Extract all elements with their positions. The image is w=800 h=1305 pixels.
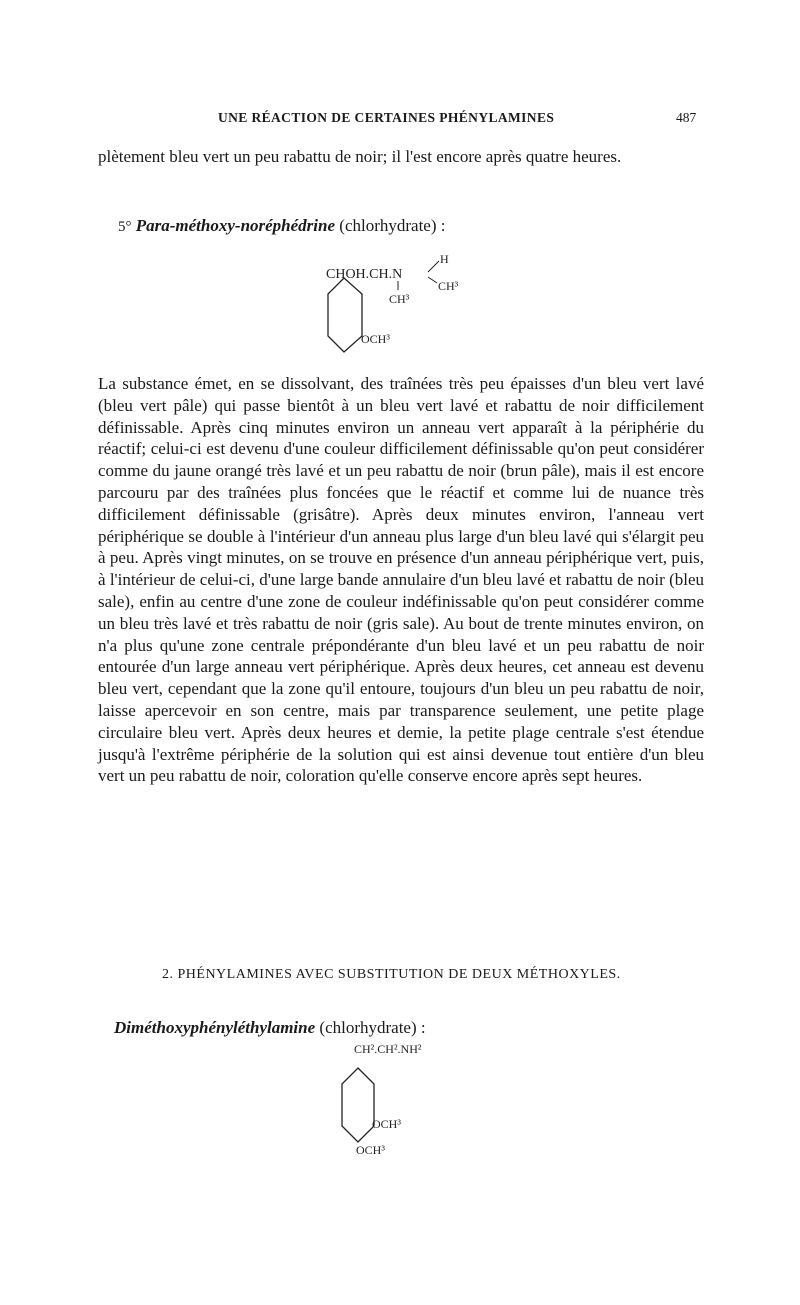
section-heading [162,967,621,983]
reaction-description: La substance émet, en se dissolvant, des traînées très peu épaisses d'un bleu vert lavé (bleu vert pâle) qui passe bientôt à un bleu vert lavé et rabattu de noir difficilement définissable. Après cinq minutes environ un anneau vert apparaît à la périphérie du réactif; celui-ci est devenu d'une couleur difficilement définissable qu'on peut considérer comme du jaune orangé très lavé et un peu rabattu de noir (brun pâle), mais il est encore parcouru par des traînées plus foncées que le réactif et comme lui de nuance très difficilement définissable (grisâtre). Après deux minutes environ, l'anneau vert périphérique se double à l'intérieur d'un anneau plus large d'un bleu lavé qui s'élargit peu à peu. Après vingt minutes, on se trouve en présence d'un anneau périphérique vert, puis, à l'intérieur de celui-ci, d'une large bande annulaire d'un bleu lavé et rabattu de noir (bleu sale), enfin au centre d'une zone de couleur indéfinissable qu'on peut considérer comme un bleu très lavé et très rabattu de noir (gris sale). Au bout de trente minutes environ, on n'a plus qu'une zone centrale prépondérante d'un bleu lavé et un peu rabattu de noir entourée d'un large anneau vert périphérique. Après deux heures, cet anneau est devenu bleu vert, cependant que la zone qu'il entoure, toujours d'un bleu un peu rabattu de noir, laisse apercevoir en son centre, mais par transparence seulement, une petite plage circulaire bleu vert. Après deux heures et demie, la petite plage centrale s'est étendue jusqu'à l'extrême périphérie de la solution qui est ainsi devenue tout entière d'un bleu vert un peu rabattu de noir, coloration qu'elle conserve encore après sept heures. [98,374,704,786]
compound-heading-dimethoxy [114,1018,426,1038]
section-title: PHÉNYLAMINES AVEC SUBSTITUTION DE DEUX MÉTHOXYLES. [177,967,621,982]
compound-salt: (chlorhydrate) : [319,1018,426,1037]
hydrogen-label: H [440,252,449,266]
side-chain-label: CHOH.CH.N [326,267,403,282]
compound-name: Para-méthoxy-noréphédrine [135,216,336,235]
structural-formula-2 [320,1040,460,1160]
compound-number: 5° [118,219,132,235]
compound-heading-5 [118,216,445,236]
n-methyl-label: CH³ [438,279,459,293]
benzene-ring [328,278,362,352]
paragraph-continuation: plètement bleu vert un peu rabattu de noir; il l'est encore après quatre heures. [98,147,622,166]
structural-formula-1 [300,250,500,360]
c-methyl-label: CH³ [389,292,410,306]
section-number: 2. [162,967,174,982]
running-title: UNE RÉACTION DE CERTAINES PHÉNYLAMINES [218,110,555,125]
compound-name: Diméthoxyphényléthylamine [114,1018,316,1037]
ring-substituent: OCH³ [361,332,390,346]
page-number: 487 [676,110,697,125]
side-chain-label: CH².CH².NH² [354,1042,422,1056]
bond-n-ch3 [428,277,437,283]
ring-substituent-2: OCH³ [356,1143,385,1157]
benzene-ring [342,1068,374,1142]
bond-n-h [428,261,439,272]
ring-substituent-1: OCH³ [372,1117,401,1131]
compound-salt: (chlorhydrate) : [339,216,446,235]
